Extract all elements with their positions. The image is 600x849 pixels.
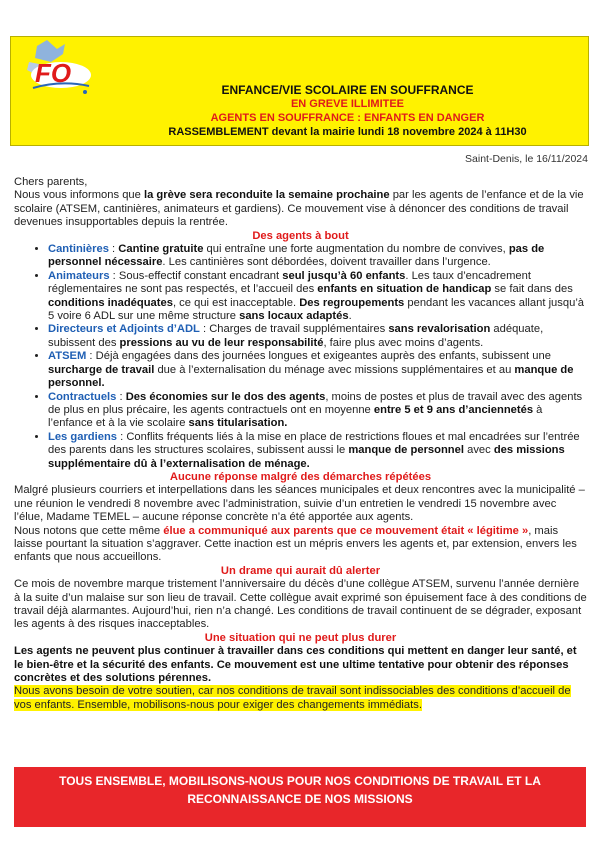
agents-list [14, 243, 587, 471]
agent-item: • Directeurs et Adjoints d’ADL : Charges de travail supplémentaires sans revalorisation adéquate, subissent des pressions au vu de leur responsabilité, faire plus avec moins d’agents. [48, 323, 587, 350]
section-title-situation: Une situation qui ne peut plus durer [204, 631, 397, 644]
agent-item: • Les gardiens : Conflits fréquents liés à la mise en place de restrictions floues et mal encadrées sur l’entrée des parents dans les structures scolaires, subissent aussi le manque de personnel avec des missions supplémentaire dû à l’externalisation de ménage. [48, 431, 587, 471]
rally-line: RASSEMBLEMENT devant la mairie lundi 18 novembre 2024 à 11H30 [168, 126, 527, 138]
section-title-drama: Un drame qui aurait dû alerter [220, 564, 381, 577]
agent-category-label: Cantinières [48, 243, 109, 256]
svg-text:FO: FO [35, 58, 72, 88]
no-response-paragraph: Malgré plusieurs courriers et interpellations dans les séances municipales et deux rencontres avec la municipalité – une réunion le vendredi 8 novembre avec l’administration, suivie d’un entretien le vendredi 15 novembre avec l’élue, Madame TEMEL – aucune réponse concrète n’a été apportée aux agents. [14, 484, 585, 524]
situation-paragraph: Les agents ne peuvent plus continuer à travailler dans ces conditions qui mettent en danger leur santé, et le bien-être et la sécurité des enfants. Ce mouvement est une ultime tentative pour obtenir des réponses concrètes et des solutions pérennes. [14, 645, 577, 685]
intro-paragraph: Nous vous informons que la grève sera reconduite la semaine prochaine par les agents de l’enfance et de la vie scolaire (ATSEM, cantinières, animateurs et gardiens). Ce mouvement vise à dénoncer des conditions de travail devenues insupportables depuis la rentrée. [14, 189, 584, 229]
agent-item: • Contractuels : Des économies sur le dos des agents, moins de postes et plus de travail avec des agents de plus en plus précaire, les agents contractuels ont en moyenne entre 5 et 9 ans d’anciennetés à l’enfance et à la vie scolaire sans titularisation. [48, 391, 587, 431]
drama-paragraph: Ce mois de novembre marque tristement l’anniversaire du décès d’une collègue ATSEM, survenu l’année dernière à la suite d’un malaise sur son lieu de travail. Cette collègue avait exprimé son épuisement face à des conditions de travail déjà alarmantes. Aujourd’hui, rien n’a changé. Les conditions de travail continuent de se dégrader, exposant les agents à des risques inacceptables. [14, 578, 587, 631]
section-title-agents: Des agents à bout [252, 229, 349, 242]
agent-category-label: Les gardiens [48, 430, 118, 443]
footer-line-2: RECONNAISSANCE DE NOS MISSIONS [187, 792, 413, 806]
page-title: ENFANCE/VIE SCOLAIRE EN SOUFFRANCE [221, 83, 474, 97]
agent-item: • ATSEM : Déjà engagées dans des journées longues et exigeantes auprès des enfants, subissent une surcharge de travail due à l’externalisation du ménage avec missions supplémentaires et au manque de personnel. [48, 350, 587, 390]
date-line: Saint-Denis, le 16/11/2024 [465, 153, 588, 165]
header-banner [10, 36, 589, 146]
agent-category-label: ATSEM [48, 350, 87, 363]
fo-logo [23, 40, 95, 98]
agent-item: • Cantinières : Cantine gratuite qui entraîne une forte augmentation du nombre de convives, pas de personnel nécessaire. Les cantinières sont débordées, doivent travailler dans l’urgence. [48, 243, 587, 270]
support-paragraph: Nous avons besoin de votre soutien, car nos conditions de travail sont indissociables des conditions d’accueil de vos enfants. Ensemble, mobilisons-nous pour exiger des changements immédiats. [14, 685, 571, 711]
danger-subtitle: AGENTS EN SOUFFRANCE : ENFANTS EN DANGER [210, 112, 485, 124]
agent-category-label: Directeurs et Adjoints d’ADL [48, 323, 200, 336]
footer-line-1: TOUS ENSEMBLE, MOBILISONS-NOUS POUR NOS CONDITIONS DE TRAVAIL ET LA [59, 774, 541, 788]
agent-category-label: Contractuels [48, 390, 117, 403]
strike-subtitle: EN GREVE ILLIMITEE [290, 98, 405, 110]
section-title-no-response: Aucune réponse malgré des démarches répétées [169, 470, 432, 483]
letter-body [14, 176, 587, 712]
agent-category-label: Animateurs [48, 269, 110, 282]
greeting: Chers parents, [14, 176, 88, 188]
agent-item: • Animateurs : Sous-effectif constant encadrant seul jusqu’à 60 enfants. Les taux d’encadrement réglementaires ne sont pas respectés, et l’accueil des enfants en situation de handicap se fait dans des conditions inadéquates, ce qui est inacceptable. Des regroupements pendant les vacances allant jusqu’à 5 voire 6 ADL sur une même structure sans locaux adaptés. [48, 270, 587, 324]
footer-banner [14, 767, 586, 827]
elected-paragraph: Nous notons que cette même élue a communiqué aux parents que ce mouvement était « légitime », mais laisse pourtant la situation s’aggraver. Cette inaction est un mépris envers les agents et, par extension, envers les enfants que nous accueillons. [14, 524, 577, 564]
